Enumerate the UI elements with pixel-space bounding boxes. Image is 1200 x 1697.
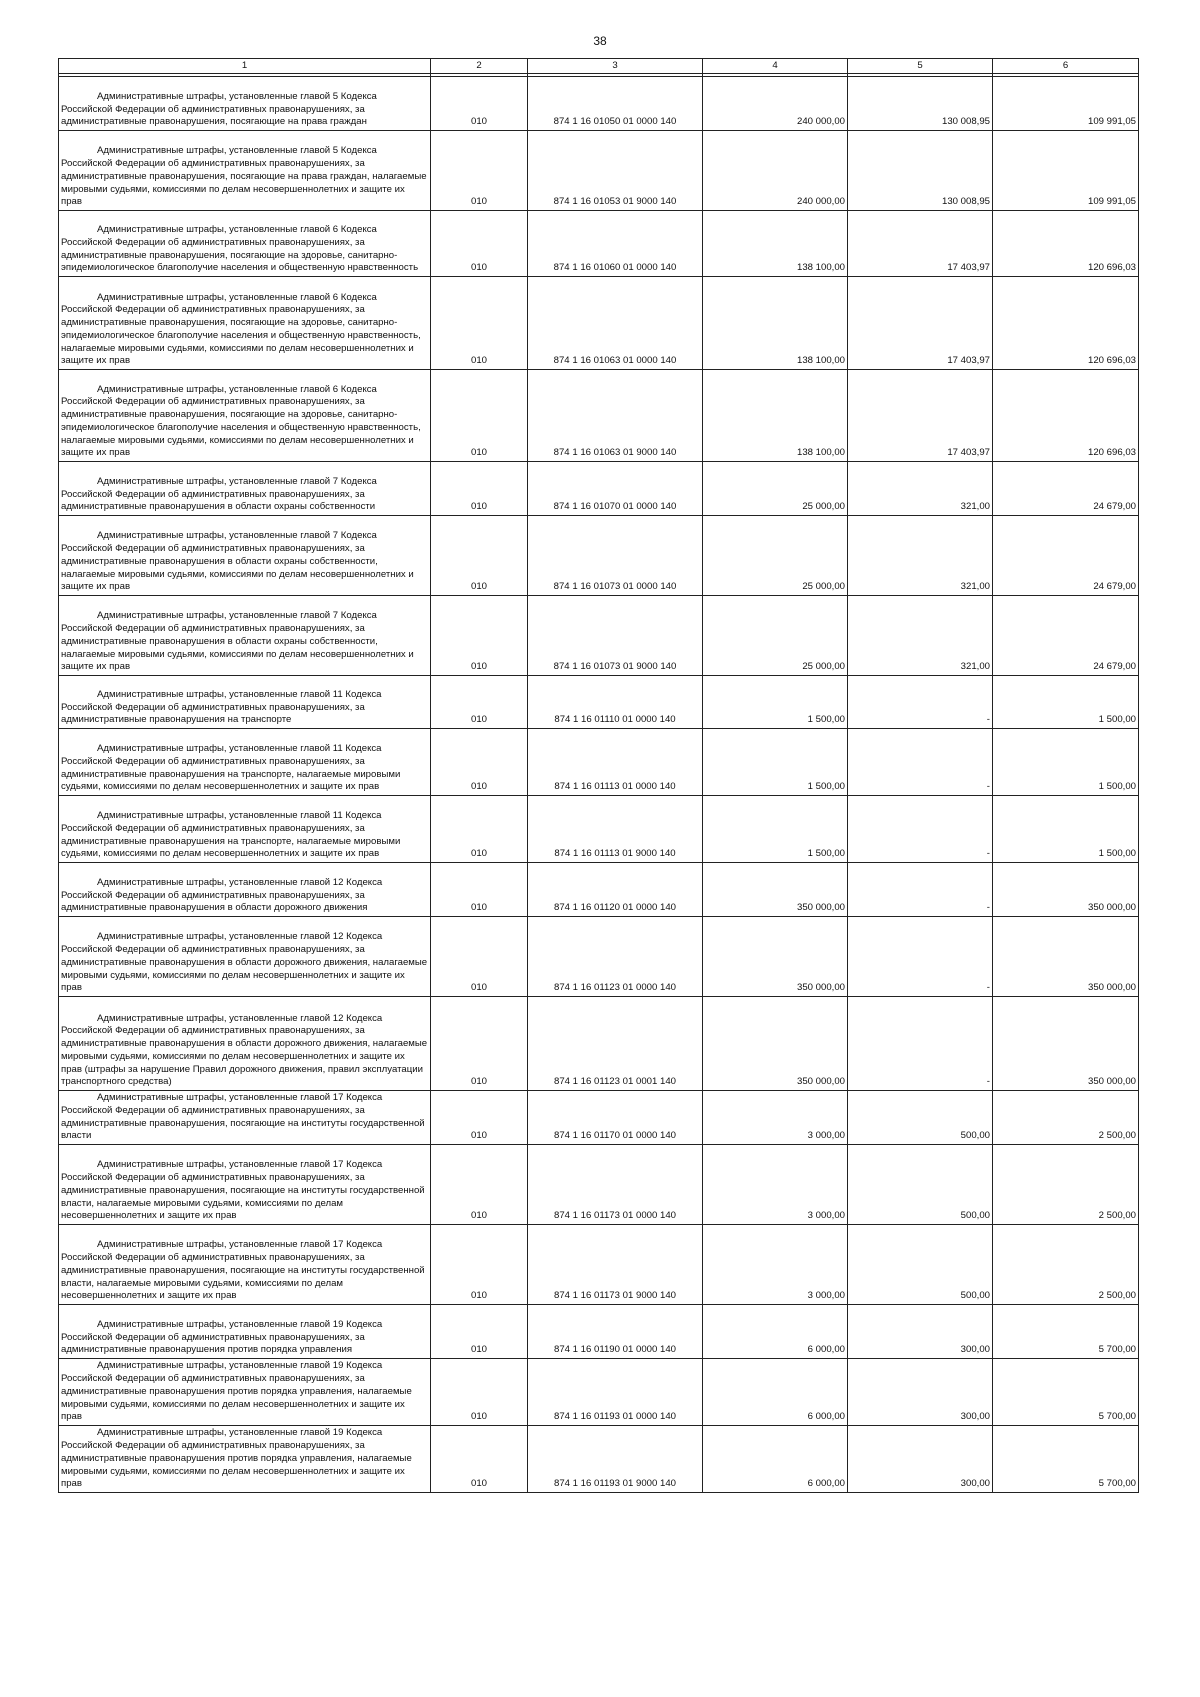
- row-name-text: Административные штрафы, установленные главой 12 Кодекса Российской Федерации об административных правонарушениях, за административные правонарушения в области дорожного движения: [61, 876, 383, 914]
- row-name-cell: [59, 596, 431, 676]
- row-column-4-cell: 3 000,00: [703, 1225, 848, 1305]
- row-name-text: Административные штрафы, установленные главой 5 Кодекса Российской Федерации об административных правонарушениях, за административные правонарушения, посягающие на права граждан: [61, 90, 377, 128]
- row-column-5-cell: 321,00: [848, 596, 993, 676]
- row-column-5-cell: 321,00: [848, 516, 993, 596]
- table-row: [59, 796, 1139, 863]
- row-column-4-cell: 6 000,00: [703, 1305, 848, 1359]
- row-column-4-cell: 6 000,00: [703, 1426, 848, 1493]
- row-name-cell: [59, 796, 431, 863]
- row-budget-code-cell: 874 1 16 01053 01 9000 140: [528, 131, 703, 211]
- row-name-text: Административные штрафы, установленные главой 11 Кодекса Российской Федерации об административных правонарушениях, за административные правонарушения на транспорте, налагаемые мировыми судьями, комиссиями по делам несовершеннолетних и защите их прав: [61, 810, 401, 860]
- row-line-code-cell: 010: [431, 462, 528, 516]
- row-line-code-cell: 010: [431, 863, 528, 917]
- row-column-4-cell: 350 000,00: [703, 997, 848, 1091]
- row-line-code-cell: 010: [431, 370, 528, 462]
- column-header-4: 4: [703, 59, 848, 74]
- row-name-text: Административные штрафы, установленные главой 7 Кодекса Российской Федерации об административных правонарушениях, за административные правонарушения в области охраны собственности, налагаемые мировыми судьями, комиссиями по делам несовершеннолетних и защите их прав: [61, 610, 414, 673]
- row-budget-code-cell: 874 1 16 01113 01 0000 140: [528, 729, 703, 796]
- column-header-3: 3: [528, 59, 703, 74]
- row-name-text: Административные штрафы, установленные главой 6 Кодекса Российской Федерации об административных правонарушениях, за административные правонарушения, посягающие на здоровье, санитарно-эпидемиологическое благополучие населения и общественную нравственность, налагаемые мировыми судьями, комиссиями по делам несовершеннолетних и защите их прав: [61, 383, 421, 459]
- row-name-text: Административные штрафы, установленные главой 6 Кодекса Российской Федерации об административных правонарушениях, за административные правонарушения, посягающие на здоровье, санитарно-эпидемиологическое благополучие населения и общественную нравственность, налагаемые мировыми судьями, комиссиями по делам несовершеннолетних и защите их прав: [61, 291, 421, 367]
- row-column-6-cell: 5 700,00: [993, 1359, 1139, 1426]
- row-column-6-cell: 2 500,00: [993, 1225, 1139, 1305]
- row-column-6-cell: 120 696,03: [993, 277, 1139, 370]
- column-number-row: [59, 59, 1139, 74]
- row-column-4-cell: 6 000,00: [703, 1359, 848, 1426]
- row-name-text: Административные штрафы, установленные главой 17 Кодекса Российской Федерации об административных правонарушениях, за административные правонарушения, посягающие на институты государственной власти, налагаемые мировыми судьями, комиссиями по делам несовершеннолетних и защите их прав: [61, 1239, 425, 1302]
- row-column-6-cell: 1 500,00: [993, 729, 1139, 796]
- row-line-code-cell: 010: [431, 676, 528, 729]
- row-name-text: Административные штрафы, установленные главой 12 Кодекса Российской Федерации об административных правонарушениях, за административные правонарушения в области дорожного движения, налагаемые мировыми судьями, комиссиями по делам несовершеннолетних и защите их прав (штрафы за нарушение Правил дорожного движения, правил эксплуатации транспортного средства): [61, 1012, 428, 1088]
- row-budget-code-cell: 874 1 16 01073 01 9000 140: [528, 596, 703, 676]
- row-name-cell: [59, 1225, 431, 1305]
- row-column-5-cell: 300,00: [848, 1359, 993, 1426]
- row-line-code-cell: 010: [431, 211, 528, 277]
- column-header-1: 1: [59, 59, 431, 74]
- row-name-cell: [59, 1359, 431, 1426]
- table-row: [59, 516, 1139, 596]
- table-row: [59, 863, 1139, 917]
- row-column-4-cell: 350 000,00: [703, 863, 848, 917]
- row-name-cell: [59, 1145, 431, 1225]
- row-column-6-cell: 5 700,00: [993, 1305, 1139, 1359]
- table-row: [59, 370, 1139, 462]
- table-row: [59, 917, 1139, 997]
- row-name-text: Административные штрафы, установленные главой 7 Кодекса Российской Федерации об административных правонарушениях, за административные правонарушения в области охраны собственности: [61, 475, 377, 513]
- row-budget-code-cell: 874 1 16 01110 01 0000 140: [528, 676, 703, 729]
- row-column-5-cell: 130 008,95: [848, 131, 993, 211]
- row-name-text: Административные штрафы, установленные главой 5 Кодекса Российской Федерации об административных правонарушениях, за административные правонарушения, посягающие на права граждан, налагаемые мировыми судьями, комиссиями по делам несовершеннолетних и защите их прав: [61, 145, 427, 208]
- row-budget-code-cell: 874 1 16 01070 01 0000 140: [528, 462, 703, 516]
- row-name-cell: [59, 863, 431, 917]
- row-budget-code-cell: 874 1 16 01063 01 9000 140: [528, 370, 703, 462]
- row-budget-code-cell: 874 1 16 01193 01 0000 140: [528, 1359, 703, 1426]
- row-name-text: Административные штрафы, установленные главой 19 Кодекса Российской Федерации об административных правонарушениях, за административные правонарушения против порядка управления: [61, 1318, 383, 1356]
- row-budget-code-cell: 874 1 16 01123 01 0001 140: [528, 997, 703, 1091]
- row-name-cell: [59, 370, 431, 462]
- row-name-cell: [59, 462, 431, 516]
- row-column-5-cell: 321,00: [848, 462, 993, 516]
- row-name-text: Административные штрафы, установленные главой 11 Кодекса Российской Федерации об административных правонарушениях, за административные правонарушения на транспорте, налагаемые мировыми судьями, комиссиями по делам несовершеннолетних и защите их прав: [61, 743, 401, 793]
- row-name-cell: [59, 676, 431, 729]
- column-header-5: 5: [848, 59, 993, 74]
- row-column-5-cell: -: [848, 676, 993, 729]
- row-line-code-cell: 010: [431, 1359, 528, 1426]
- row-column-5-cell: -: [848, 863, 993, 917]
- row-column-6-cell: 1 500,00: [993, 676, 1139, 729]
- row-line-code-cell: 010: [431, 277, 528, 370]
- table-row: [59, 1145, 1139, 1225]
- row-column-6-cell: 109 991,05: [993, 77, 1139, 131]
- row-name-text: Административные штрафы, установленные главой 19 Кодекса Российской Федерации об административных правонарушениях, за административные правонарушения против порядка управления, налагаемые мировыми судьями, комиссиями по делам несовершеннолетних и защите их прав: [61, 1360, 412, 1423]
- row-column-6-cell: 120 696,03: [993, 211, 1139, 277]
- row-column-5-cell: 17 403,97: [848, 370, 993, 462]
- row-name-text: Административные штрафы, установленные главой 17 Кодекса Российской Федерации об административных правонарушениях, за административные правонарушения, посягающие на институты государственной власти: [61, 1092, 425, 1142]
- table-row: [59, 462, 1139, 516]
- row-line-code-cell: 010: [431, 131, 528, 211]
- row-column-6-cell: 2 500,00: [993, 1091, 1139, 1145]
- row-budget-code-cell: 874 1 16 01060 01 0000 140: [528, 211, 703, 277]
- row-column-4-cell: 25 000,00: [703, 516, 848, 596]
- row-name-cell: [59, 1426, 431, 1493]
- row-budget-code-cell: 874 1 16 01173 01 9000 140: [528, 1225, 703, 1305]
- row-line-code-cell: 010: [431, 1305, 528, 1359]
- row-column-4-cell: 3 000,00: [703, 1145, 848, 1225]
- row-column-6-cell: 5 700,00: [993, 1426, 1139, 1493]
- row-name-text: Административные штрафы, установленные главой 17 Кодекса Российской Федерации об административных правонарушениях, за административные правонарушения, посягающие на институты государственной власти, налагаемые мировыми судьями, комиссиями по делам несовершеннолетних и защите их прав: [61, 1159, 425, 1222]
- table-row: [59, 77, 1139, 131]
- row-name-cell: [59, 729, 431, 796]
- table-row: [59, 1091, 1139, 1145]
- row-budget-code-cell: 874 1 16 01170 01 0000 140: [528, 1091, 703, 1145]
- row-budget-code-cell: 874 1 16 01120 01 0000 140: [528, 863, 703, 917]
- row-line-code-cell: 010: [431, 997, 528, 1091]
- row-name-cell: [59, 131, 431, 211]
- row-column-4-cell: 3 000,00: [703, 1091, 848, 1145]
- row-name-cell: [59, 997, 431, 1091]
- table-row: [59, 997, 1139, 1091]
- row-column-4-cell: 350 000,00: [703, 917, 848, 997]
- table-row: [59, 676, 1139, 729]
- table-row: [59, 211, 1139, 277]
- row-column-4-cell: 1 500,00: [703, 676, 848, 729]
- page-number: 38: [593, 34, 607, 48]
- table-row: [59, 596, 1139, 676]
- row-column-6-cell: 1 500,00: [993, 796, 1139, 863]
- row-name-text: Административные штрафы, установленные главой 11 Кодекса Российской Федерации об административных правонарушениях, за административные правонарушения на транспорте: [61, 688, 382, 726]
- row-column-5-cell: -: [848, 729, 993, 796]
- table-body: [59, 77, 1139, 1493]
- row-name-cell: [59, 77, 431, 131]
- row-column-5-cell: 500,00: [848, 1225, 993, 1305]
- row-line-code-cell: 010: [431, 729, 528, 796]
- row-budget-code-cell: 874 1 16 01193 01 9000 140: [528, 1426, 703, 1493]
- row-column-6-cell: 120 696,03: [993, 370, 1139, 462]
- row-line-code-cell: 010: [431, 77, 528, 131]
- row-budget-code-cell: 874 1 16 01123 01 0000 140: [528, 917, 703, 997]
- row-column-4-cell: 1 500,00: [703, 729, 848, 796]
- row-column-5-cell: -: [848, 917, 993, 997]
- row-column-5-cell: 500,00: [848, 1091, 993, 1145]
- row-column-6-cell: 109 991,05: [993, 131, 1139, 211]
- row-column-5-cell: -: [848, 796, 993, 863]
- row-name-text: Административные штрафы, установленные главой 12 Кодекса Российской Федерации об административных правонарушениях, за административные правонарушения в области дорожного движения, налагаемые мировыми судьями, комиссиями по делам несовершеннолетних и защите их прав: [61, 931, 428, 994]
- row-line-code-cell: 010: [431, 596, 528, 676]
- row-column-4-cell: 240 000,00: [703, 131, 848, 211]
- row-line-code-cell: 010: [431, 1426, 528, 1493]
- row-name-cell: [59, 211, 431, 277]
- row-column-4-cell: 1 500,00: [703, 796, 848, 863]
- row-name-cell: [59, 917, 431, 997]
- row-line-code-cell: 010: [431, 917, 528, 997]
- row-column-4-cell: 25 000,00: [703, 596, 848, 676]
- row-column-6-cell: 350 000,00: [993, 863, 1139, 917]
- column-header-6: 6: [993, 59, 1139, 74]
- table-row: [59, 131, 1139, 211]
- table-row: [59, 1426, 1139, 1493]
- row-budget-code-cell: 874 1 16 01050 01 0000 140: [528, 77, 703, 131]
- table-row: [59, 277, 1139, 370]
- column-header-2: 2: [431, 59, 528, 74]
- row-column-6-cell: 350 000,00: [993, 917, 1139, 997]
- row-column-6-cell: 24 679,00: [993, 462, 1139, 516]
- row-column-4-cell: 138 100,00: [703, 370, 848, 462]
- table-row: [59, 1225, 1139, 1305]
- row-budget-code-cell: 874 1 16 01173 01 0000 140: [528, 1145, 703, 1225]
- row-column-5-cell: 130 008,95: [848, 77, 993, 131]
- row-name-cell: [59, 277, 431, 370]
- row-column-4-cell: 138 100,00: [703, 277, 848, 370]
- row-name-cell: [59, 1091, 431, 1145]
- table-header: [59, 59, 1139, 77]
- row-column-5-cell: 300,00: [848, 1426, 993, 1493]
- row-line-code-cell: 010: [431, 796, 528, 863]
- row-column-6-cell: 2 500,00: [993, 1145, 1139, 1225]
- row-line-code-cell: 010: [431, 516, 528, 596]
- row-line-code-cell: 010: [431, 1225, 528, 1305]
- row-column-5-cell: -: [848, 997, 993, 1091]
- row-budget-code-cell: 874 1 16 01190 01 0000 140: [528, 1305, 703, 1359]
- table-row: [59, 1305, 1139, 1359]
- row-budget-code-cell: 874 1 16 01063 01 0000 140: [528, 277, 703, 370]
- row-column-6-cell: 24 679,00: [993, 596, 1139, 676]
- table-row: [59, 729, 1139, 796]
- row-column-5-cell: 17 403,97: [848, 277, 993, 370]
- row-name-cell: [59, 1305, 431, 1359]
- row-column-4-cell: 25 000,00: [703, 462, 848, 516]
- row-column-4-cell: 138 100,00: [703, 211, 848, 277]
- row-name-text: Административные штрафы, установленные главой 6 Кодекса Российской Федерации об административных правонарушениях, за административные правонарушения, посягающие на здоровье, санитарно-эпидемиологическое благополучие населения и общественную нравственность: [61, 224, 419, 274]
- row-column-5-cell: 300,00: [848, 1305, 993, 1359]
- row-column-5-cell: 17 403,97: [848, 211, 993, 277]
- row-column-6-cell: 350 000,00: [993, 997, 1139, 1091]
- row-name-cell: [59, 516, 431, 596]
- row-column-6-cell: 24 679,00: [993, 516, 1139, 596]
- row-column-4-cell: 240 000,00: [703, 77, 848, 131]
- row-budget-code-cell: 874 1 16 01113 01 9000 140: [528, 796, 703, 863]
- report-table: [58, 58, 1139, 1493]
- row-budget-code-cell: 874 1 16 01073 01 0000 140: [528, 516, 703, 596]
- row-line-code-cell: 010: [431, 1145, 528, 1225]
- row-column-5-cell: 500,00: [848, 1145, 993, 1225]
- row-name-text: Административные штрафы, установленные главой 7 Кодекса Российской Федерации об административных правонарушениях, за административные правонарушения в области охраны собственности, налагаемые мировыми судьями, комиссиями по делам несовершеннолетних и защите их прав: [61, 530, 414, 593]
- table-row: [59, 1359, 1139, 1426]
- row-line-code-cell: 010: [431, 1091, 528, 1145]
- row-name-text: Административные штрафы, установленные главой 19 Кодекса Российской Федерации об административных правонарушениях, за административные правонарушения против порядка управления, налагаемые мировыми судьями, комиссиями по делам несовершеннолетних и защите их прав: [61, 1427, 412, 1490]
